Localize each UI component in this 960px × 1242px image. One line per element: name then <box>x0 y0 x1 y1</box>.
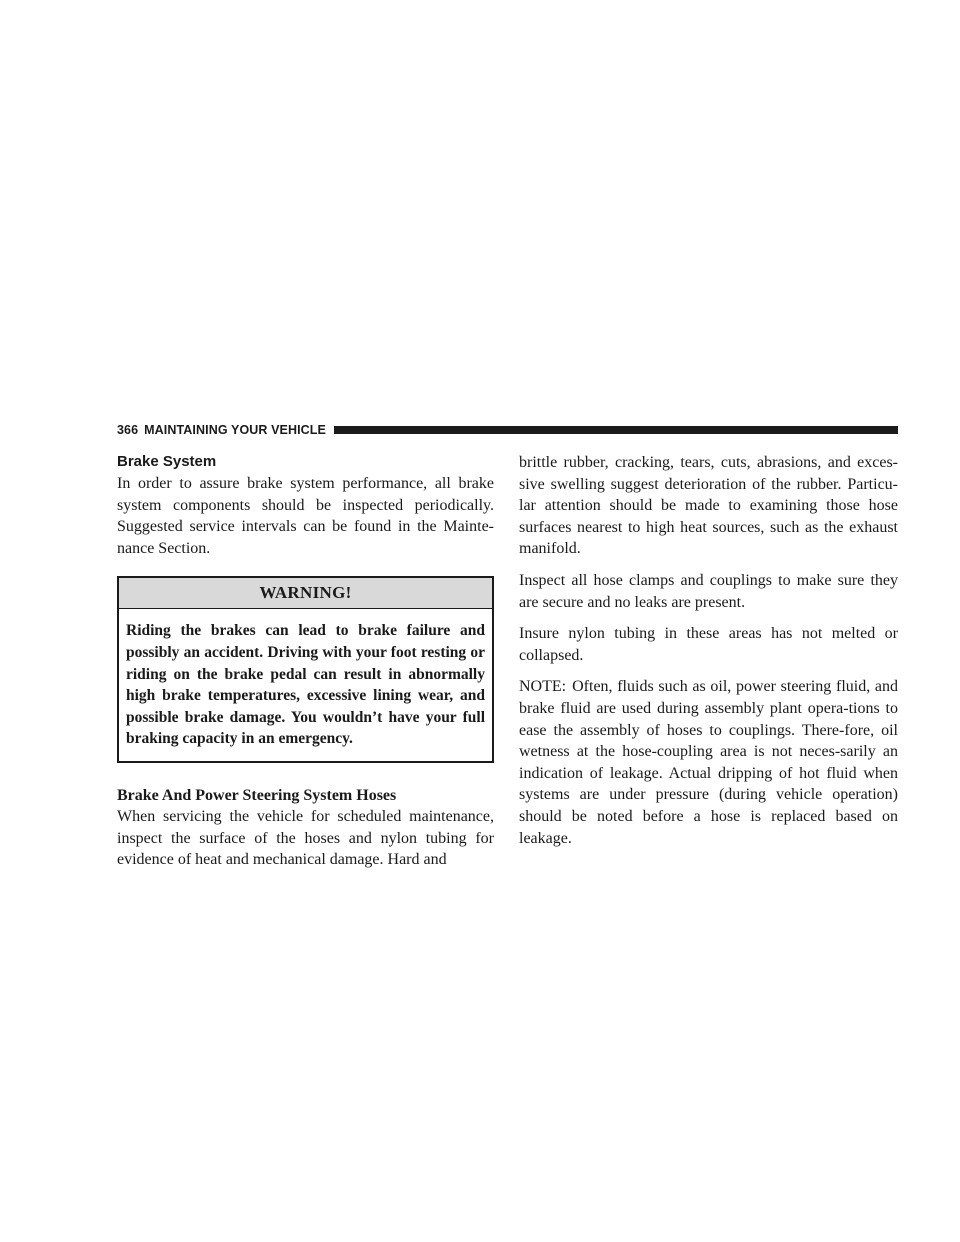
hoses-paragraph: When servicing the vehicle for scheduled maintenance, inspect the surface of the hoses and nylon tubing for evidence of heat and mechanical damage. Hard and <box>117 807 494 869</box>
warning-heading: WARNING! <box>119 578 492 609</box>
brake-system-intro: In order to assure brake system performance, all brake system components should be inspected periodically. Suggested service intervals can be found in the Mainte-nance Section. <box>117 475 494 557</box>
page-header <box>117 419 898 441</box>
hoses-continuation: brittle rubber, cracking, tears, cuts, abrasions, and exces-sive swelling suggest deterioration of the rubber. Particu-lar attention should be made to examining those hose surfaces nearest to high heat sources, such as the exhaust manifold. <box>519 454 898 558</box>
right-column <box>519 452 898 849</box>
note-paragraph <box>519 676 898 849</box>
left-column <box>117 452 494 871</box>
nylon-paragraph: Insure nylon tubing in these areas has not melted or collapsed. <box>519 625 898 664</box>
page-number: 366 <box>117 423 139 437</box>
note-text: Often, fluids such as oil, power steering fluid, and brake fluid are used during assembly plant opera-tions to ease the assembly of hoses to couplings. There-fore, oil wetness at the hose-coupling area is not neces-sarily an indication of leakage. Actual dripping of hot fluid when systems are under pressure (during vehicle operation) should be noted before a hose is replaced based on leakage. <box>519 678 898 847</box>
warning-text: Riding the brakes can lead to brake failure and possibly an accident. Driving with your foot resting or riding on the brake pedal can result in abnormally high brake temperatures, excessive lining wear, and possible brake damage. You wouldn’t have your full braking capacity in an emergency. <box>126 622 485 748</box>
section-title: MAINTAINING YOUR VEHICLE <box>144 423 326 437</box>
hoses-subheading: Brake And Power Steering System Hoses <box>117 786 397 804</box>
clamps-paragraph: Inspect all hose clamps and couplings to make sure they are secure and no leaks are present. <box>519 571 898 611</box>
header-rule <box>334 426 898 434</box>
note-label: NOTE: <box>519 678 567 696</box>
brake-system-heading: Brake System <box>117 453 217 470</box>
warning-box <box>117 576 494 763</box>
